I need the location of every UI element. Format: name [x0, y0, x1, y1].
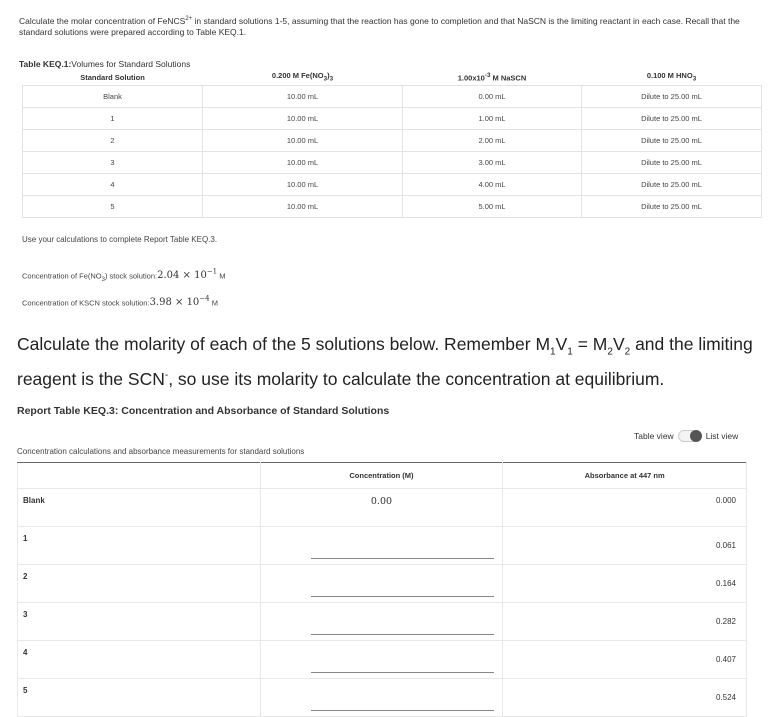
table-row: 2 0.164 — [18, 565, 747, 603]
table-row: 4 10.00 mL 4.00 mL Dilute to 25.00 mL — [23, 174, 762, 196]
molarity-instruction: Calculate the molarity of each of the 5 solutions below. Remember $M_1V_1 = M_2V_2$ and the limiting reagent is the SCN-, so use its molarity to calculate the concentration at equilibrium. — [17, 334, 753, 389]
table-row: Blank 0.00 0.000 — [18, 489, 747, 527]
col-sample — [18, 463, 261, 489]
view-toggle[interactable] — [634, 430, 738, 442]
table-row: 2 10.00 mL 2.00 mL Dilute to 25.00 mL — [23, 130, 762, 152]
table-keq1-caption: Table KEQ.1:Volumes for Standard Solutions — [19, 59, 191, 69]
table-row: 1 10.00 mL 1.00 mL Dilute to 25.00 mL — [23, 108, 762, 130]
table-row: 5 10.00 mL 5.00 mL Dilute to 25.00 mL — [23, 196, 762, 218]
list-view-label: List view — [705, 431, 739, 441]
report-table — [17, 462, 747, 717]
col-standard-solution: Standard Solution — [80, 72, 145, 82]
table-view-label: Table view — [634, 431, 674, 441]
col-nascn: $1.00x10^{-3}$ M NaSCN — [457, 71, 527, 83]
concentration-input-2[interactable] — [311, 582, 494, 597]
col-fe-no3: 0.200 M $Fe(NO_3)_3$ — [271, 71, 334, 83]
use-calculations-text: Use your calculations to complete Report Table KEQ.3. — [22, 235, 218, 244]
report-table-caption: Concentration calculations and absorbance measurements for standard solutions — [17, 447, 305, 456]
concentration-input-1[interactable] — [311, 544, 494, 559]
col-hno3: 0.100 M $HNO_3$ — [646, 71, 697, 83]
concentration-input-5[interactable] — [311, 696, 494, 711]
concentration-input-4[interactable] — [311, 658, 494, 673]
col-concentration: Concentration (M) — [260, 463, 503, 489]
col-absorbance: Absorbance at 447 nm — [503, 463, 747, 489]
table-row: 3 10.00 mL 3.00 mL Dilute to 25.00 mL — [23, 152, 762, 174]
table-row: 3 0.282 — [18, 603, 747, 641]
kscn-stock-concentration: Concentration of KSCN stock solution:3.98 × $10^{-4}$ M — [22, 295, 218, 309]
instructions-intro: Calculate the molar concentration of FeNCS$^{2+}$ in standard solutions 1-5, assuming that the reaction has gone to completion and that NaSCN is the limiting reactant in each case. Recall that the standard solutions were prepared according to Table KEQ.1. — [19, 15, 740, 37]
table-row: 4 0.407 — [18, 641, 747, 679]
fe-stock-concentration: Concentration of $Fe(NO_3)$ stock solution:2.04 × $10^{-1}$ M — [22, 268, 226, 283]
volumes-table — [22, 69, 762, 218]
table-row: 5 0.524 — [18, 679, 747, 717]
blank-concentration: 0.00 — [260, 489, 503, 527]
table-row: Blank 10.00 mL 0.00 mL Dilute to 25.00 mL — [23, 86, 762, 108]
view-toggle-switch[interactable] — [678, 430, 702, 442]
concentration-input-3[interactable] — [311, 620, 494, 635]
report-table-title: Report Table KEQ.3: Concentration and Absorbance of Standard Solutions — [17, 405, 390, 417]
table-row: 1 0.061 — [18, 527, 747, 565]
